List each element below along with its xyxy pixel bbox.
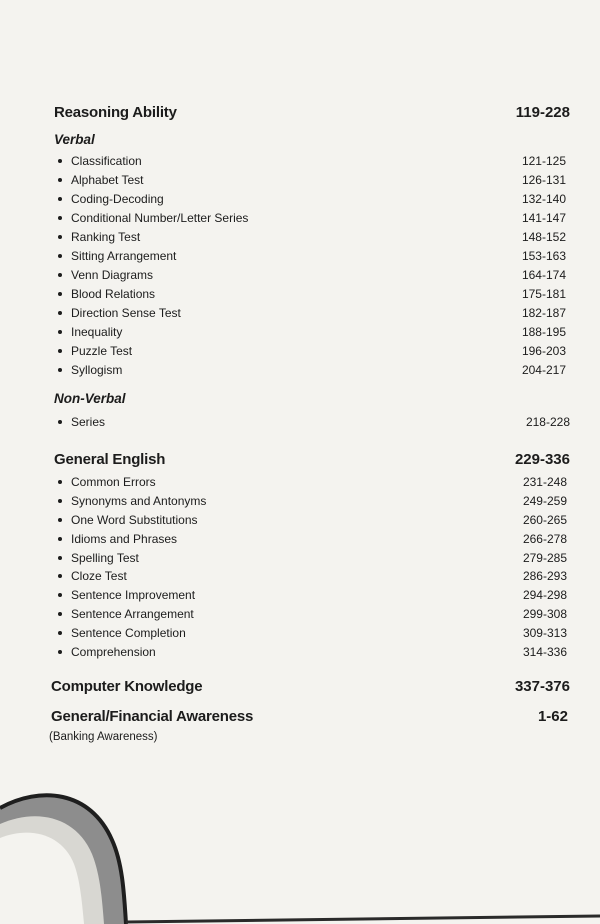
nonverbal-topic-list	[58, 412, 570, 431]
toc-entry-title: Spelling Test	[71, 550, 139, 565]
section-title: Computer Knowledge	[51, 678, 203, 695]
toc-entry	[58, 151, 566, 170]
toc-entry	[58, 412, 570, 431]
bullet-icon	[58, 650, 62, 654]
toc-entry-title: Synonyms and Antonyms	[71, 494, 207, 509]
toc-entry-title: Puzzle Test	[71, 343, 133, 358]
bullet-icon	[58, 292, 62, 296]
toc-entry-pages: 153-163	[521, 248, 566, 263]
bullet-icon	[58, 480, 62, 484]
toc-entry-pages: 231-248	[522, 475, 567, 490]
bullet-icon	[58, 330, 62, 334]
toc-entry	[58, 473, 567, 492]
toc-entry-pages: 286-293	[522, 569, 567, 584]
toc-entry-title: Inequality	[71, 324, 123, 339]
toc-entry-pages: 182-187	[521, 305, 566, 320]
toc-entry	[58, 567, 567, 586]
toc-entry	[58, 189, 566, 208]
toc-entry-label-group	[58, 211, 248, 225]
bullet-icon	[58, 631, 62, 635]
toc-entry-pages: 141-147	[521, 210, 566, 225]
toc-entry-title: Ranking Test	[71, 229, 141, 244]
toc-entry	[58, 322, 566, 341]
toc-entry-title: Common Errors	[71, 475, 156, 490]
toc-entry-title: Syllogism	[71, 362, 123, 377]
toc-entry-pages: 204-217	[521, 362, 566, 377]
bullet-icon	[58, 311, 62, 315]
bullet-icon	[58, 273, 62, 277]
toc-entry-pages: 148-152	[521, 229, 566, 244]
toc-entry-pages: 164-174	[521, 267, 566, 282]
toc-entry	[58, 284, 566, 303]
toc-entry-label-group	[58, 645, 156, 659]
bullet-icon	[58, 254, 62, 258]
toc-entry-label-group	[58, 494, 206, 508]
toc-entry	[58, 492, 567, 511]
toc-entry-pages: 121-125	[521, 153, 566, 168]
english-topic-list	[58, 473, 567, 661]
toc-entry-pages: 126-131	[521, 172, 566, 187]
toc-entry-title: Sentence Arrangement	[71, 606, 194, 621]
bullet-icon	[58, 556, 62, 560]
bullet-icon	[58, 499, 62, 503]
toc-entry-label-group	[58, 415, 105, 429]
bullet-icon	[58, 420, 62, 424]
toc-entry-label-group	[58, 475, 156, 489]
toc-entry-title: Sitting Arrangement	[71, 248, 177, 263]
toc-entry-title: Blood Relations	[71, 286, 156, 301]
toc-entry-pages: 299-308	[522, 606, 567, 621]
toc-entry-label-group	[58, 551, 139, 565]
section-pages: 119-228	[515, 104, 570, 121]
bullet-icon	[58, 178, 62, 182]
toc-entry-title: Comprehension	[71, 644, 156, 659]
toc-entry	[58, 586, 567, 605]
bullet-icon	[58, 593, 62, 597]
toc-entry-pages: 249-259	[522, 494, 567, 509]
section-english-header	[54, 451, 570, 468]
toc-entry-title: Idioms and Phrases	[71, 531, 178, 546]
section-title: Reasoning Ability	[54, 104, 177, 121]
toc-entry	[58, 360, 566, 379]
toc-entry-label-group	[58, 154, 142, 168]
toc-entry	[58, 208, 566, 227]
toc-entry-title: Coding-Decoding	[71, 191, 164, 206]
toc-entry-label-group	[58, 249, 176, 263]
toc-entry-label-group	[58, 569, 127, 583]
section-awareness-note: (Banking Awareness)	[49, 731, 158, 743]
section-pages: 337-376	[514, 678, 570, 695]
toc-entry	[58, 529, 567, 548]
toc-entry-pages: 175-181	[521, 286, 566, 301]
toc-entry-label-group	[58, 230, 140, 244]
toc-entry	[58, 548, 567, 567]
toc-entry-title: Alphabet Test	[71, 172, 144, 187]
toc-entry-label-group	[58, 607, 194, 621]
toc-entry	[58, 642, 567, 661]
toc-entry-pages: 294-298	[522, 588, 567, 603]
bullet-icon	[58, 537, 62, 541]
toc-entry-label-group	[58, 173, 144, 187]
toc-entry-title: One Word Substitutions	[71, 512, 198, 527]
toc-entry-label-group	[58, 588, 195, 602]
toc-entry-pages: 309-313	[522, 625, 567, 640]
toc-entry-label-group	[58, 513, 198, 527]
toc-entry-label-group	[58, 268, 153, 282]
bullet-icon	[58, 349, 62, 353]
toc-entry	[58, 605, 567, 624]
toc-entry-label-group	[58, 287, 155, 301]
section-title: General/Financial Awareness	[51, 708, 254, 725]
toc-entry-pages: 196-203	[521, 343, 566, 358]
toc-entry-pages: 266-278	[522, 531, 567, 546]
toc-entry-title: Series	[71, 414, 106, 429]
toc-entry-label-group	[58, 626, 186, 640]
toc-entry-pages: 279-285	[522, 550, 567, 565]
toc-entry-title: Direction Sense Test	[71, 305, 181, 320]
bullet-icon	[58, 216, 62, 220]
toc-entry-title: Sentence Completion	[71, 625, 186, 640]
section-awareness-header	[51, 708, 568, 725]
section-reasoning-header	[54, 104, 570, 121]
toc-entry	[58, 341, 566, 360]
toc-entry-title: Sentence Improvement	[71, 588, 196, 603]
toc-entry-pages: 314-336	[522, 644, 567, 659]
toc-entry-pages: 188-195	[521, 324, 566, 339]
toc-entry-pages: 218-228	[525, 414, 570, 429]
toc-entry-title: Conditional Number/Letter Series	[71, 210, 249, 225]
bullet-icon	[58, 574, 62, 578]
toc-entry-label-group	[58, 344, 132, 358]
section-title: General English	[54, 451, 166, 468]
section-pages: 229-336	[514, 451, 570, 468]
toc-entry-label-group	[58, 306, 181, 320]
bullet-icon	[58, 197, 62, 201]
bullet-icon	[58, 612, 62, 616]
toc-entry-label-group	[58, 363, 122, 377]
toc-entry-label-group	[58, 325, 122, 339]
section-computer-header	[51, 678, 570, 695]
toc-entry	[58, 511, 567, 530]
bullet-icon	[58, 518, 62, 522]
toc-entry	[58, 246, 566, 265]
toc-entry-title: Venn Diagrams	[71, 267, 154, 282]
bullet-icon	[58, 159, 62, 163]
bullet-icon	[58, 368, 62, 372]
toc-entry	[58, 623, 567, 642]
toc-entry-label-group	[58, 192, 164, 206]
subsection-verbal-heading: Verbal	[54, 132, 95, 147]
section-pages: 1-62	[537, 708, 568, 725]
verbal-topic-list	[58, 151, 566, 379]
toc-entry-title: Classification	[71, 153, 142, 168]
subsection-nonverbal-heading: Non-Verbal	[54, 391, 126, 406]
corner-decoration	[0, 780, 600, 924]
toc-entry	[58, 227, 566, 246]
toc-entry-pages: 260-265	[522, 512, 567, 527]
toc-entry-pages: 132-140	[521, 191, 566, 206]
toc-entry	[58, 303, 566, 322]
bullet-icon	[58, 235, 62, 239]
toc-entry	[58, 265, 566, 284]
toc-entry-title: Cloze Test	[71, 569, 127, 584]
toc-entry	[58, 170, 566, 189]
toc-entry-label-group	[58, 532, 177, 546]
